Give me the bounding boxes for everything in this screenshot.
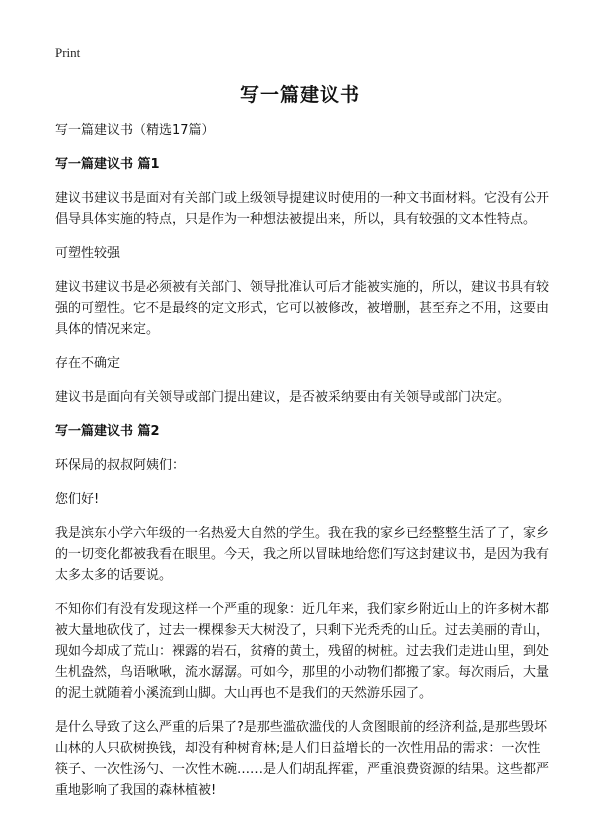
paragraph: 不知你们有没有发现这样一个严重的现象：近几年来，我们家乡附近山上的许多树木都被大量地砍伐了，过去一棵棵参天大树没了，只剩下光秃秃的山丘。过去美丽的青山，现如今却成了荒山：裸露的岩石，贫瘠的黄土，残留的树桩。过去我们走进山里，到处生机盎然，鸟语啾啾，流水潺潺。可如今，那里的小动物们都搬了家。每次雨后，大量的泥土就随着小溪流到山脚。大山再也不是我们的天然游乐园了。 xyxy=(55,602,550,701)
section-heading-1: 写一篇建议书 篇1 xyxy=(55,157,160,172)
paragraph: 建议书是面向有关领导或部门提出建议，是否被采纳要由有关领导或部门决定。 xyxy=(55,390,511,405)
document-body xyxy=(55,120,551,801)
paragraph: 我是滨东小学六年级的一名热爱大自然的学生。我在我的家乡已经整整生活了了，家乡的一切变化都被我看在眼里。今天，我之所以冒昧地给您们写这封建议书，是因为我有太多太多的话要说。 xyxy=(55,526,550,583)
paragraph: 建议书建议书是面对有关部门或上级领导提建议时使用的一种文书面材料。它没有公开倡导具体实施的特点，只是作为一种想法被提出来，所以，具有较强的文本性特点。 xyxy=(55,191,550,227)
paragraph: 存在不确定 xyxy=(55,356,121,371)
paragraph: 可塑性较强 xyxy=(55,246,121,261)
page-title: 写一篇建议书 xyxy=(239,84,360,106)
paragraph: 建议书建议书是必须被有关部门、领导批准认可后才能被实施的，所以，建议书具有较强的可塑性。它不是最终的定文形式，它可以被修改，被增删，甚至弃之不用，这要由具体的情况来定。 xyxy=(55,280,550,337)
paragraph: 是什么导致了这么严重的后果了?是那些滥砍滥伐的人贪图眼前的经济利益,是那些毁坏山林的人只砍树换钱，却没有种树育林;是人们日益增长的一次性用品的需求：一次性筷子、一次性汤勺、一次性木碗……是人们胡乱挥霍，严重浪费资源的结果。这些都严重地影响了我国的森林植被! xyxy=(55,720,550,798)
paragraph: 您们好! xyxy=(55,492,100,507)
document-subtitle: 写一篇建议书（精选17篇） xyxy=(55,123,215,138)
print-link[interactable]: Print xyxy=(55,45,81,60)
paragraph: 环保局的叔叔阿姨们： xyxy=(55,458,186,473)
section-heading-2: 写一篇建议书 篇2 xyxy=(55,424,160,439)
